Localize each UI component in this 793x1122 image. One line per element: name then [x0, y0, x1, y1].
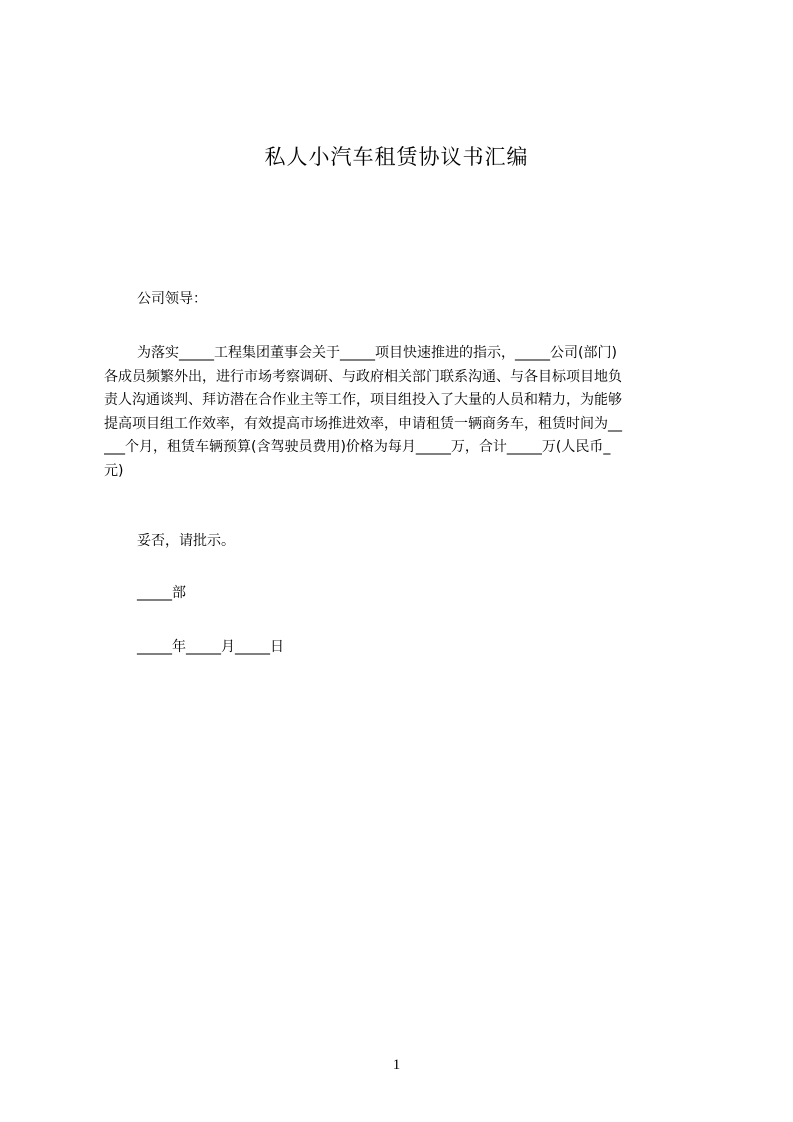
body-line: 元) — [104, 462, 124, 479]
salutation: 公司领导： — [137, 291, 207, 307]
body-line: 各成员频繁外出，进行市场考察调研、与政府相关部门联系沟通、与各目标项目地负 — [104, 368, 622, 385]
body-line: ___个月，租赁车辆预算(含驾驶员费用)价格为每月_____万，合计_____万(人民币_ — [104, 439, 611, 456]
department-signature: _____部 — [137, 585, 186, 601]
body-paragraph — [104, 342, 704, 484]
body-line: 提高项目组工作效率，有效提高市场推进效率，申请租赁一辆商务车，租赁时间为__ — [104, 415, 622, 432]
date-line: _____年_____月_____日 — [137, 639, 284, 655]
body-line: 为落实_____工程集团董事会关于_____项目快速推进的指示，_____公司(部门) — [137, 345, 617, 361]
page-number: 1 — [392, 1057, 401, 1073]
body-line: 责人沟通谈判、拜访潜在合作业主等工作，项目组投入了大量的人员和精力，为能够 — [104, 392, 622, 409]
closing-remark: 妥否，请批示。 — [137, 533, 235, 549]
document-title: 私人小汽车租赁协议书汇编 — [264, 145, 529, 169]
